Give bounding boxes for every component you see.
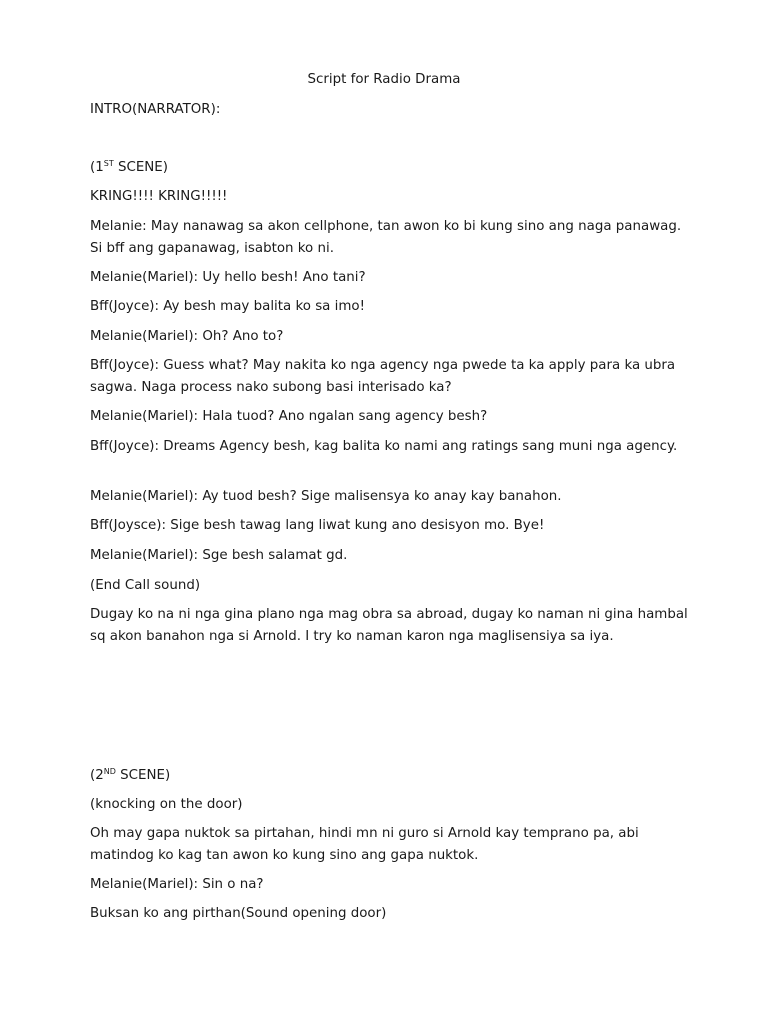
scene-2-heading	[90, 765, 690, 787]
scene-1-superscript: ST	[103, 159, 114, 168]
script-line: Bff(Joyce): Guess what? May nakita ko nga agency nga pwede ta ka apply para ka ubra sagwa. Naga process nako subong basi interisado ka?	[90, 358, 676, 395]
script-line: Melanie(Mariel): Oh? Ano to?	[90, 329, 284, 344]
script-line: (knocking on the door)	[90, 797, 243, 812]
document-title: Script for Radio Drama	[307, 72, 461, 87]
script-line: Bff(Joysce): Sige besh tawag lang liwat kung ano desisyon mo. Bye!	[90, 518, 545, 533]
script-line: Melanie: May nanawag sa akon cellphone, tan awon ko bi kung sino ang naga panawag. Si bff ang gapanawag, isabton ko ni.	[90, 219, 682, 256]
scene-2-superscript: ND	[103, 767, 116, 776]
script-line: Melanie(Mariel): Sge besh salamat gd.	[90, 548, 348, 563]
script-line: Dugay ko na ni nga gina plano nga mag obra sa abroad, dugay ko naman ni gina hambal sq akon banahon nga si Arnold. I try ko naman karon nga maglisensiya sa iya.	[90, 607, 688, 644]
script-line: Melanie(Mariel): Ay tuod besh? Sige malisensya ko anay kay banahon.	[90, 489, 562, 504]
scene-2-open: (2	[90, 768, 104, 783]
intro-heading: INTRO(NARRATOR):	[90, 102, 221, 117]
script-line: Buksan ko ang pirthan(Sound opening door)	[90, 906, 387, 921]
scene-1-open: (1	[90, 160, 104, 175]
script-line: Melanie(Mariel): Sin o na?	[90, 877, 264, 892]
script-line: Melanie(Mariel): Hala tuod? Ano ngalan sang agency besh?	[90, 409, 488, 424]
script-line: Oh may gapa nuktok sa pirtahan, hindi mn ni guro si Arnold kay temprano pa, abi matindog ko kag tan awon ko kung sino ang gapa nuktok.	[90, 826, 639, 863]
script-line: Melanie(Mariel): Uy hello besh! Ano tani?	[90, 270, 366, 285]
script-line: Bff(Joyce): Ay besh may balita ko sa imo!	[90, 299, 365, 314]
scene-2-rest: SCENE)	[115, 768, 171, 783]
script-line: Bff(Joyce): Dreams Agency besh, kag balita ko nami ang ratings sang muni nga agency.	[90, 439, 678, 454]
scene-1-rest: SCENE)	[113, 160, 168, 175]
script-line: KRING!!!! KRING!!!!!	[90, 189, 228, 204]
scene-1-heading	[90, 157, 690, 179]
script-line: (End Call sound)	[90, 578, 201, 593]
